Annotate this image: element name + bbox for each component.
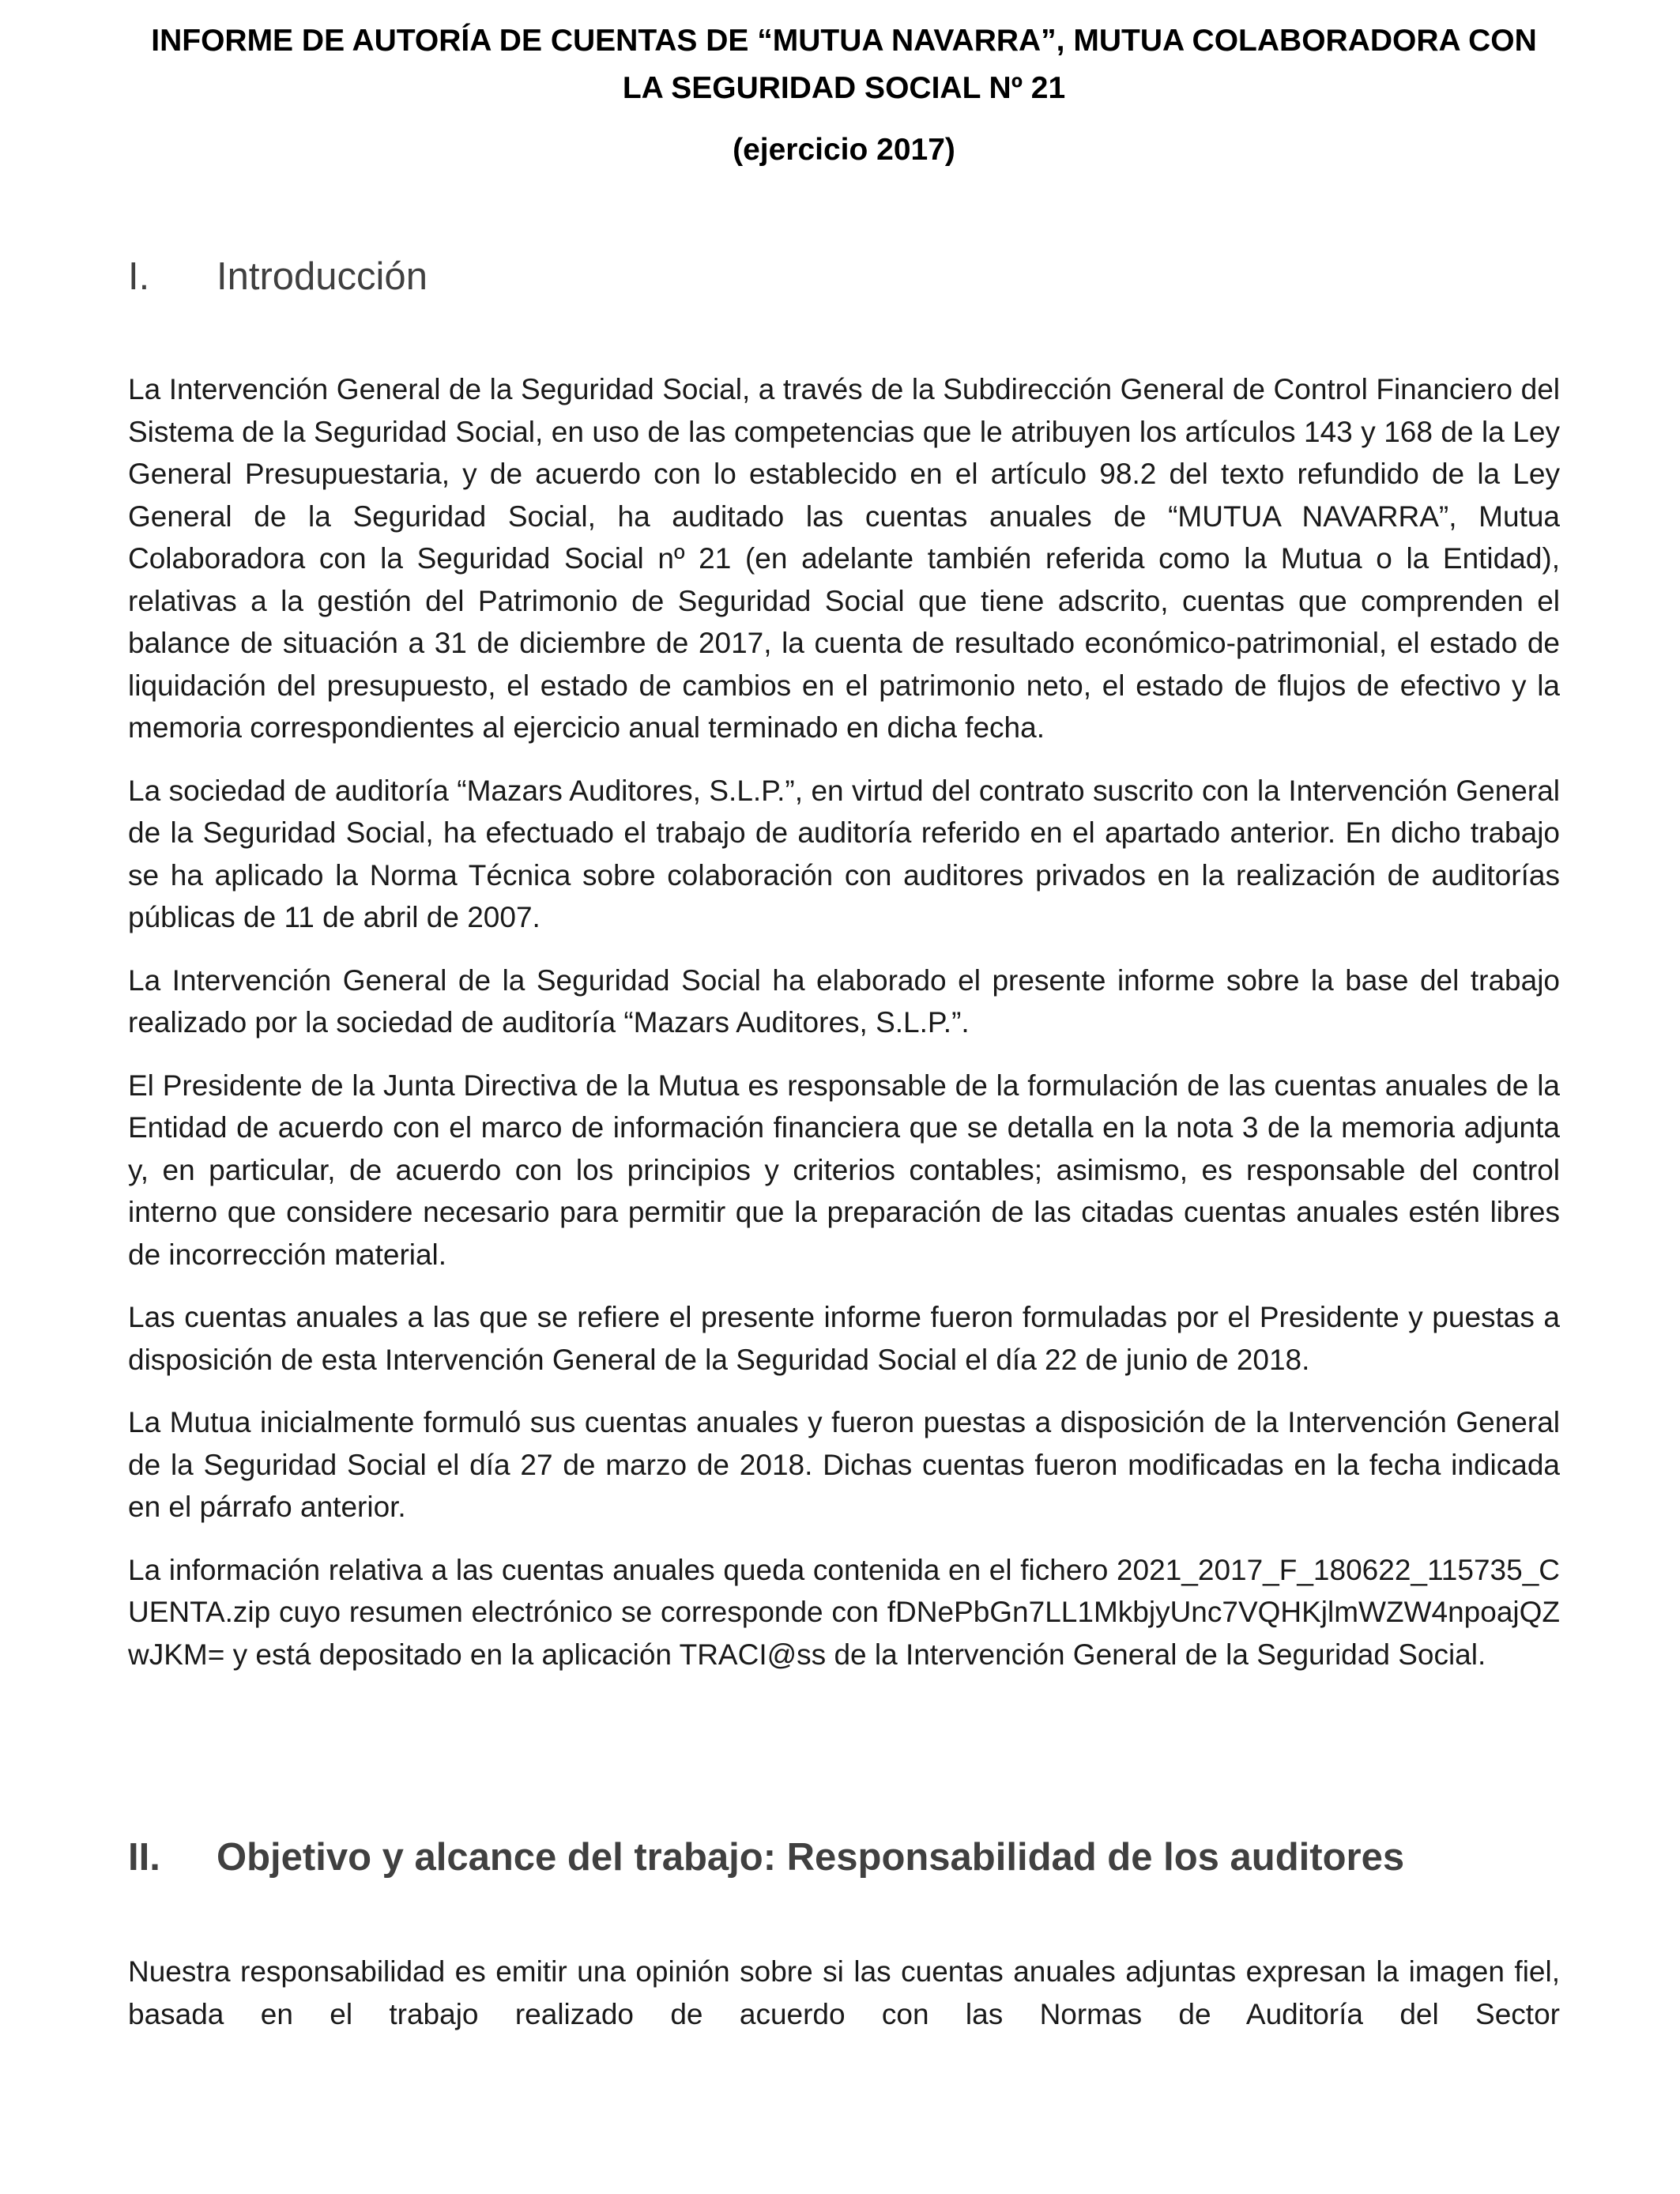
section-number: II. — [128, 1836, 160, 1879]
section-title: Introducción — [217, 255, 428, 298]
section-number: I. — [128, 255, 150, 298]
paragraph: La Intervención General de la Seguridad Social, a través de la Subdirección General de Control Financiero del Sistema de la Seguridad Social, en uso de las competencias que le atribuyen los artículos 143 y 168 de la Ley General Presupuestaria, y de acuerdo con lo establecido en el artículo 98.2 del texto refundido de la Ley General de la Seguridad Social, ha auditado las cuentas anuales de “MUTUA NAVARRA”, Mutua Colaboradora con la Seguridad Social nº 21 (en adelante también referida como la Mutua o la Entidad), relativas a la gestión del Patrimonio de Seguridad Social que tiene adscrito, cuentas que comprenden el balance de situación a 31 de diciembre de 2017, la cuenta de resultado económico-patrimonial, el estado de liquidación del presupuesto, el estado de cambios en el patrimonio neto, el estado de flujos de efectivo y la memoria correspondientes al ejercicio anual terminado en dicha fecha. — [128, 373, 1560, 744]
document-title: INFORME DE AUTORÍA DE CUENTAS DE “MUTUA NAVARRA”, MUTUA COLABORADORA CON LA SEGURIDAD SOCIAL Nº 21 — [151, 24, 1537, 105]
paragraph: La Mutua inicialmente formuló sus cuentas anuales y fueron puestas a disposición de la Intervención General de la Seguridad Social el día 27 de marzo de 2018. Dichas cuentas fueron modificadas en la fecha indicada en el párrafo anterior. — [128, 1406, 1560, 1523]
section-heading-introduccion — [128, 251, 1560, 302]
paragraph: Nuestra responsabilidad es emitir una opinión sobre si las cuentas anuales adjuntas expresan la imagen fiel, basada en el trabajo realizado de acuerdo con las Normas de Auditoría del Sector — [128, 1955, 1560, 2030]
paragraph: El Presidente de la Junta Directiva de la Mutua es responsable de la formulación de las cuentas anuales de la Entidad de acuerdo con el marco de información financiera que se detalla en la nota 3 de la memoria adjunta y, en particular, de acuerdo con los principios y criterios contables; asimismo, es responsable del control interno que considere necesario para permitir que la preparación de las citadas cuentas anuales estén libres de incorrección material. — [128, 1069, 1560, 1271]
document-subtitle: (ejercicio 2017) — [733, 133, 955, 167]
paragraph: La información relativa a las cuentas anuales queda contenida en el fichero 2021_2017_F_180622_115735_CUENTA.zip cuyo resumen electrónico se corresponde con fDNePbGn7LL1MkbjyUnc7VQHKjlmWZW4npoajQZwJKM= y está depositado en la aplicación TRACI@ss de la Intervención General de la Seguridad Social. — [128, 1553, 1560, 1671]
introduccion-body — [128, 368, 1560, 1676]
objetivo-alcance-body — [128, 1951, 1560, 2035]
section-heading-objetivo-alcance — [128, 1832, 1560, 1883]
section-title: Objetivo y alcance del trabajo: Responsabilidad de los auditores — [217, 1836, 1405, 1879]
paragraph: Las cuentas anuales a las que se refiere el presente informe fueron formuladas por el Presidente y puestas a disposición de esta Intervención General de la Seguridad Social el día 22 de junio de 2018. — [128, 1301, 1560, 1376]
paragraph: La Intervención General de la Seguridad Social ha elaborado el presente informe sobre la base del trabajo realizado por la sociedad de auditoría “Mazars Auditores, S.L.P.”. — [128, 963, 1560, 1039]
paragraph: La sociedad de auditoría “Mazars Auditores, S.L.P.”, en virtud del contrato suscrito con la Intervención General de la Seguridad Social, ha efectuado el trabajo de auditoría referido en el apartado anterior. En dicho trabajo se ha aplicado la Norma Técnica sobre colaboración con auditores privados en la realización de auditorías públicas de 11 de abril de 2007. — [128, 774, 1560, 933]
